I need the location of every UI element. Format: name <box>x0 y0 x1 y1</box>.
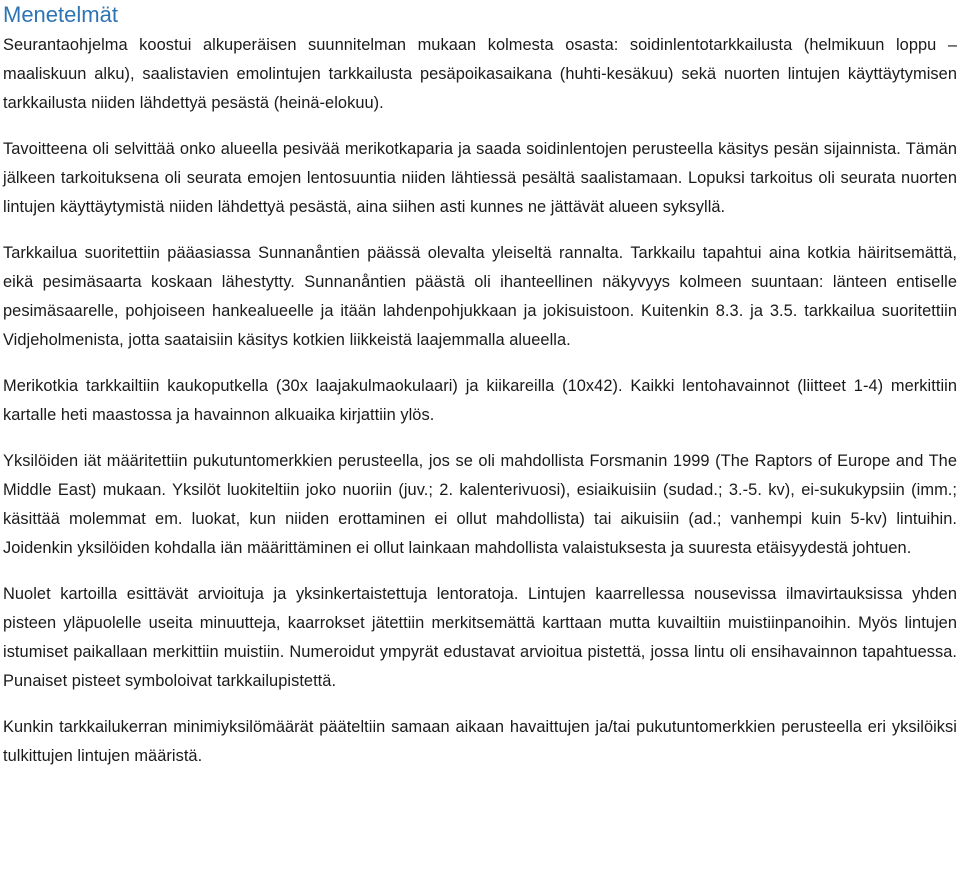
paragraph-gap <box>3 696 957 713</box>
document-page <box>3 0 957 771</box>
paragraph-gap <box>3 355 957 372</box>
paragraph-observation-site: Tarkkailua suoritettiin pääasiassa Sunnanåntien päässä olevalta yleiseltä rannalta. Tarkkailu tapahtui aina kotkia häiritsemättä, eikä pesimäsaarta koskaan lähestytty. Sunnanåntien päästä oli ihanteellinen näkyvyys kolmeen suuntaan: länteen entiselle pesimäsaarelle, pohjoiseen hankealueelle ja itään lahdenpohjukkaan ja jokisuistoon. Kuitenkin 8.3. ja 3.5. tarkkailua suoritettiin Vidjeholmenista, jotta saataisiin käsitys kotkien liikkeistä laajemmalla alueella. <box>3 244 957 349</box>
paragraph-gap <box>3 118 957 135</box>
paragraph-minimum-counts: Kunkin tarkkailukerran minimiyksilömäärät pääteltiin samaan aikaan havaittujen ja/tai pukutuntomerkkien perusteella eri yksilöiksi tulkittujen lintujen määristä. <box>3 718 957 765</box>
paragraph-gap <box>3 430 957 447</box>
section-heading: Menetelmät <box>3 2 118 27</box>
paragraph-objectives: Tavoitteena oli selvittää onko alueella pesivää merikotkaparia ja saada soidinlentojen perusteella käsitys pesän sijainnista. Tämän jälkeen tarkoituksena oli seurata emojen lentosuuntia niiden lähtiessä pesältä saalistamaan. Lopuksi tarkoitus oli seurata nuorten lintujen käyttäytymistä niiden lähdettyä pesästä, aina siihen asti kunnes ne jättävät alueen syksyllä. <box>3 140 957 216</box>
paragraph-monitoring-program: Seurantaohjelma koostui alkuperäisen suunnitelman mukaan kolmesta osasta: soidinlentotarkkailusta (helmikuun loppu – maaliskuun alku), saalistavien emolintujen tarkkailusta pesäpoikasaikana (huhti-kesäkuu) sekä nuorten lintujen käyttäytymisen tarkkailusta niiden lähdettyä pesästä (heinä-elokuu). <box>3 36 957 112</box>
paragraph-gap <box>3 563 957 580</box>
paragraph-gap <box>3 222 957 239</box>
paragraph-equipment: Merikotkia tarkkailtiin kaukoputkella (30x laajakulmaokulaari) ja kiikareilla (10x42). Kaikki lentohavainnot (liitteet 1-4) merkittiin kartalle heti maastossa ja havainnon alkuaika kirjattiin ylös. <box>3 377 957 424</box>
paragraph-age-determination: Yksilöiden iät määritettiin pukutuntomerkkien perusteella, jos se oli mahdollista Forsmanin 1999 (The Raptors of Europe and The Middle East) mukaan. Yksilöt luokiteltiin joko nuoriin (juv.; 2. kalenterivuosi), esiaikuisiin (sudad.; 3.-5. kv), ei-sukukypsiin (imm.; käsittää molemmat em. luokat, kun niiden erottaminen ei ollut mahdollista) tai aikuisiin (ad.; vanhempi kuin 5-kv) lintuihin. Joidenkin yksilöiden kohdalla iän määrittäminen ei ollut lainkaan mahdollista valaistuksesta ja suuresta etäisyydestä johtuen. <box>3 452 957 557</box>
paragraph-map-notation: Nuolet kartoilla esittävät arvioituja ja yksinkertaistettuja lentoratoja. Lintujen kaarrellessa nousevissa ilmavirtauksissa yhden pisteen yläpuolelle useita minuutteja, kaarrokset jätettiin merkitsemättä karttaan mutta kuvailtiin muistiinpanoihin. Myös lintujen istumiset paikallaan merkittiin muistiin. Numeroidut ympyrät edustavat arvioitua pistettä, jossa lintu oli ensihavainnon tapahtuessa. Punaiset pisteet symboloivat tarkkailupistettä. <box>3 585 957 690</box>
